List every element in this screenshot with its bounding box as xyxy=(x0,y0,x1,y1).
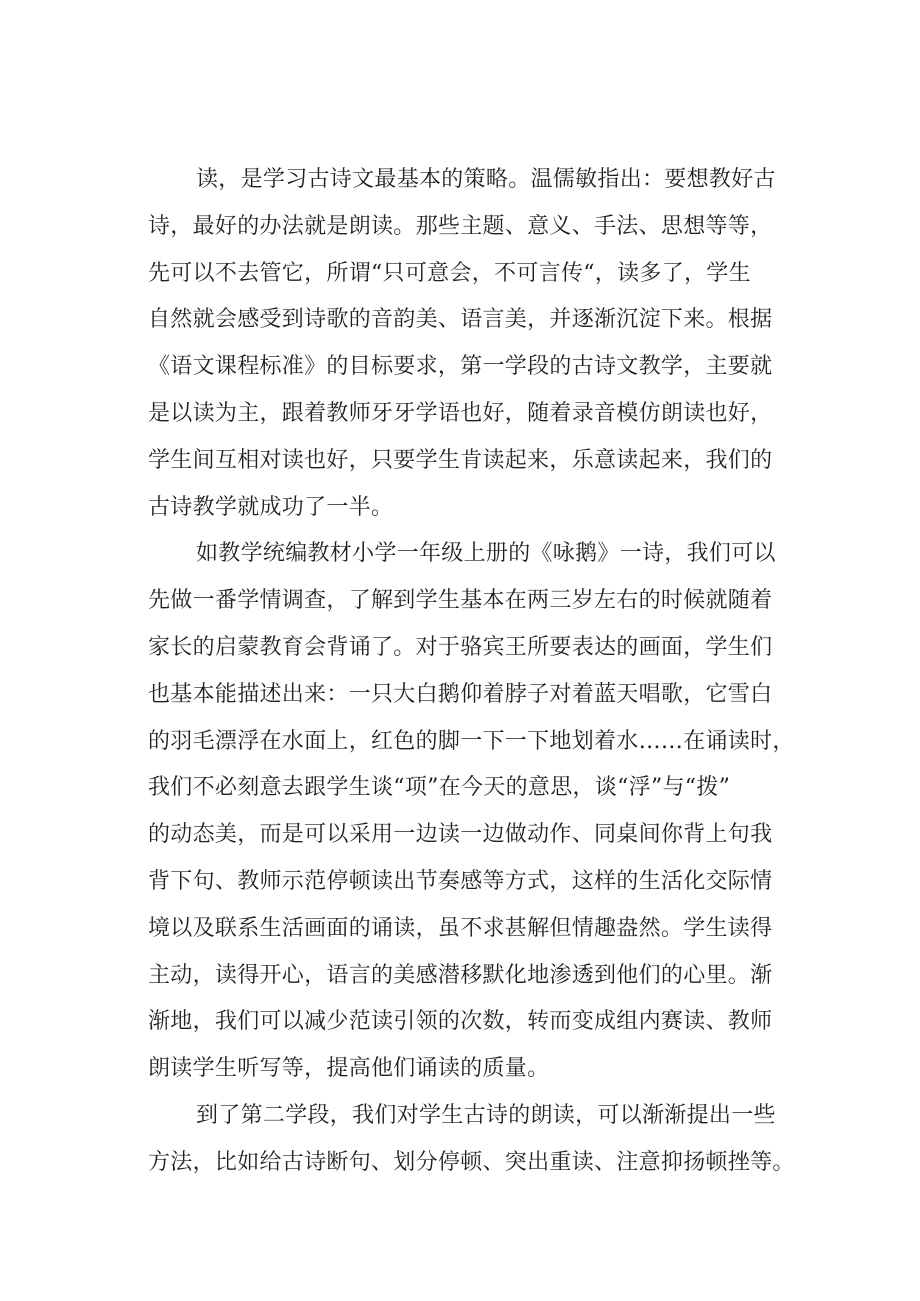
paragraph-2-line-8: 背下句、教师示范停顿读出节奏感等方式，这样的生活化交际情 xyxy=(148,868,773,894)
paragraph-2-line-6: 我们不必刻意去跟学生谈“项”在今天的意思，谈“浮”与“拨” xyxy=(148,775,731,801)
paragraph-2-line-1: 如教学统编教材小学一年级上册的《咏鹅》一诗，我们可以 xyxy=(196,541,776,567)
paragraph-2-line-7: 的动态美，而是可以采用一边读一边做动作、同桌间你背上句我 xyxy=(148,822,773,848)
paragraph-2-line-9: 境以及联系生活画面的诵读，虽不求甚解但情趣盎然。学生读得 xyxy=(148,915,773,941)
paragraph-1-line-5: 《语文课程标准》的目标要求，第一学段的古诗文教学，主要就 xyxy=(148,354,773,380)
paragraph-2-line-5: 的羽毛漂浮在水面上，红色的脚一下一下地划着水……在诵读时， xyxy=(148,728,795,754)
paragraph-3-line-1: 到了第二学段，我们对学生古诗的朗读，可以渐渐提出一些 xyxy=(196,1102,776,1128)
paragraph-2-line-2: 先做一番学情调查，了解到学生基本在两三岁左右的时候就随着 xyxy=(148,588,773,614)
document-body xyxy=(148,157,808,1187)
paragraph-1-line-6: 是以读为主，跟着教师牙牙学语也好，随着录音模仿朗读也好， xyxy=(148,400,773,426)
paragraph-1-line-7: 学生间互相对读也好，只要学生肯读起来，乐意读起来，我们的 xyxy=(148,447,773,473)
paragraph-1-line-4: 自然就会感受到诗歌的音韵美、语言美，并逐渐沉淀下来。根据 xyxy=(148,307,773,333)
paragraph-3-line-2: 方法，比如给古诗断句、划分停顿、突出重读、注意抑扬顿挫等。 xyxy=(148,1149,795,1175)
paragraph-1-line-8: 古诗教学就成功了一半。 xyxy=(148,494,394,520)
paragraph-1-line-3: 先可以不去管它，所谓“只可意会，不可言传“，读多了，学生 xyxy=(148,260,751,286)
paragraph-1-line-2: 诗，最好的办法就是朗读。那些主题、意义、手法、思想等等， xyxy=(148,213,773,239)
paragraph-2-line-10: 主动，读得开心，语言的美感潜移默化地渗透到他们的心里。渐 xyxy=(148,962,773,988)
paragraph-1-line-1: 读，是学习古诗文最基本的策略。温儒敏指出：要想教好古 xyxy=(196,167,776,192)
paragraph-2-line-11: 渐地，我们可以减少范读引领的次数，转而变成组内赛读、教师 xyxy=(148,1009,773,1035)
paragraph-2-line-3: 家长的启蒙教育会背诵了。对于骆宾王所要表达的画面，学生们 xyxy=(148,634,773,660)
paragraph-2-line-4: 也基本能描述出来：一只大白鹅仰着脖子对着蓝天唱歌，它雪白 xyxy=(148,681,773,707)
paragraph-2-line-12: 朗读学生听写等，提高他们诵读的质量。 xyxy=(148,1056,550,1082)
